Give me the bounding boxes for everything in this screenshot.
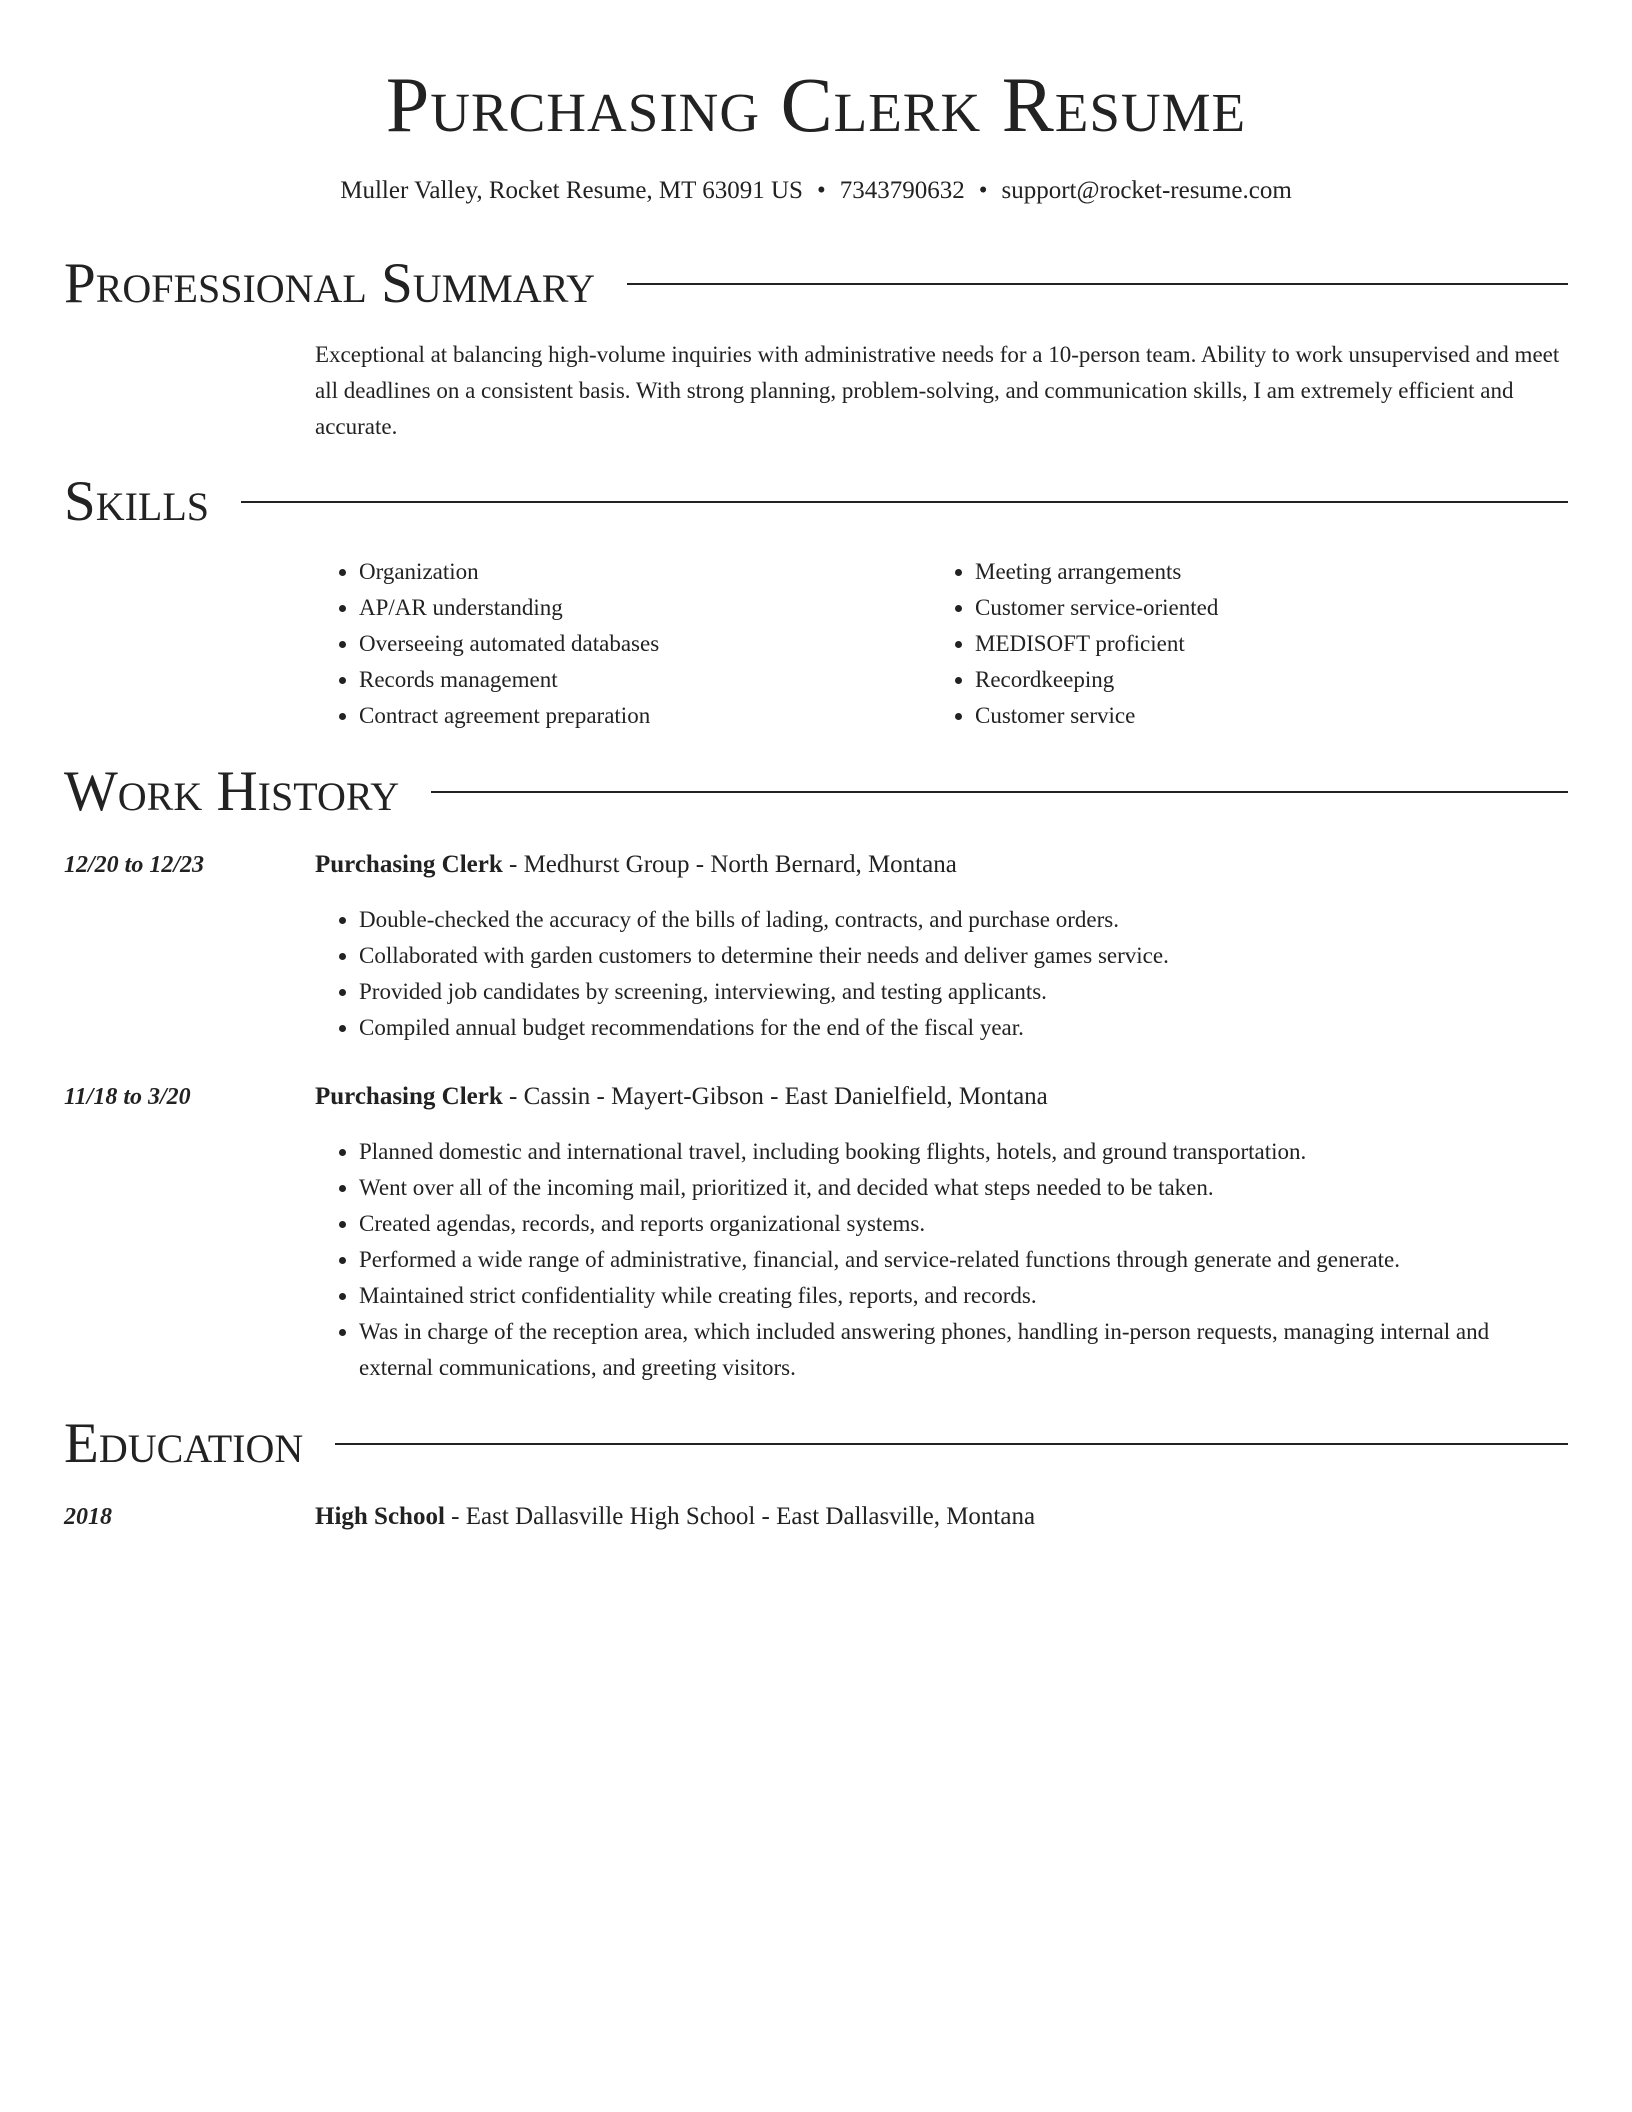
job-bullet: • Planned domestic and international travel, including booking flights, hotels, and ground transportation. [359,1134,1568,1170]
job-dates: 12/20 to 12/23 [64,852,205,878]
education-year: 2018 [64,1504,112,1530]
contact-separator: • [816,177,826,204]
job-heading [315,1080,1048,1114]
contact-phone: 7343790632 [839,177,965,204]
job-bullet: • Double-checked the accuracy of the bills of lading, contracts, and purchase orders. [359,902,1568,938]
contact-separator: • [978,177,988,204]
job-heading [315,848,957,882]
job-bullet: • Performed a wide range of administrative, financial, and service-related functions through generate and generate. [359,1242,1568,1278]
skill-item: • MEDISOFT proficient [975,626,1575,662]
job-bullet: • Went over all of the incoming mail, prioritized it, and decided what steps needed to be taken. [359,1170,1568,1206]
section-divider [627,283,1568,285]
job-bullets [315,1134,1568,1386]
job-dates: 11/18 to 3/20 [64,1084,191,1110]
education-degree: High School [315,1503,445,1530]
job-title: Purchasing Clerk [315,851,503,878]
skills-list-left [315,554,919,734]
section-divider [335,1443,1568,1445]
job-bullet: • Compiled annual budget recommendations for the end of the fiscal year. [359,1010,1568,1046]
work-section-header [64,760,1568,824]
job-bullet: • Was in charge of the reception area, which included answering phones, handling in-person requests, managing internal and external communications, and greeting visitors. [359,1314,1568,1386]
education-school: - East Dallasville High School - East Dallasville, Montana [444,1503,1036,1530]
section-divider [241,501,1568,503]
contact-address: Muller Valley, Rocket Resume, MT 63091 US [340,177,803,204]
skill-item: • Meeting arrangements [975,554,1575,590]
job-bullet: • Collaborated with garden customers to determine their needs and deliver games service. [359,938,1568,974]
job-bullet: • Maintained strict confidentiality while creating files, reports, and records. [359,1278,1568,1314]
contact-email: support@rocket-resume.com [1001,177,1292,204]
resume-title: Purchasing Clerk Resume [385,61,1247,148]
job-title: Purchasing Clerk [315,1083,503,1110]
skill-item: • Records management [359,662,919,698]
skill-item: • Overseeing automated databases [359,626,919,662]
job-employer: - Medhurst Group - North Bernard, Montana [502,851,957,878]
job-employer: - Cassin - Mayert-Gibson - East Danielfield, Montana [502,1083,1048,1110]
skill-item: • Recordkeeping [975,662,1575,698]
skill-item: • Organization [359,554,919,590]
summary-heading: Professional Summary [64,252,596,315]
contact-line [0,174,1632,208]
section-divider [431,791,1568,793]
skill-item: • Contract agreement preparation [359,698,919,734]
skills-heading: Skills [64,470,210,533]
summary-section-header [64,252,1568,316]
job-bullets [315,902,1568,1046]
skills-list-right [931,554,1575,734]
education-heading: Education [64,1412,304,1475]
skill-item: • Customer service [975,698,1575,734]
job-bullet: • Created agendas, records, and reports organizational systems. [359,1206,1568,1242]
work-heading: Work History [64,760,400,823]
summary-text: Exceptional at balancing high-volume inquiries with administrative needs for a 10-person team. Ability to work unsupervised and meet all deadlines on a consistent basis. With strong planning, problem-solving, and communication skills, I am extremely efficient and accurate. [315,342,1560,439]
education-entry [315,1500,1035,1534]
education-section-header [64,1412,1568,1476]
job-bullet: • Provided job candidates by screening, interviewing, and testing applicants. [359,974,1568,1010]
skill-item: • Customer service-oriented [975,590,1575,626]
skills-section-header [64,470,1568,534]
skill-item: • AP/AR understanding [359,590,919,626]
